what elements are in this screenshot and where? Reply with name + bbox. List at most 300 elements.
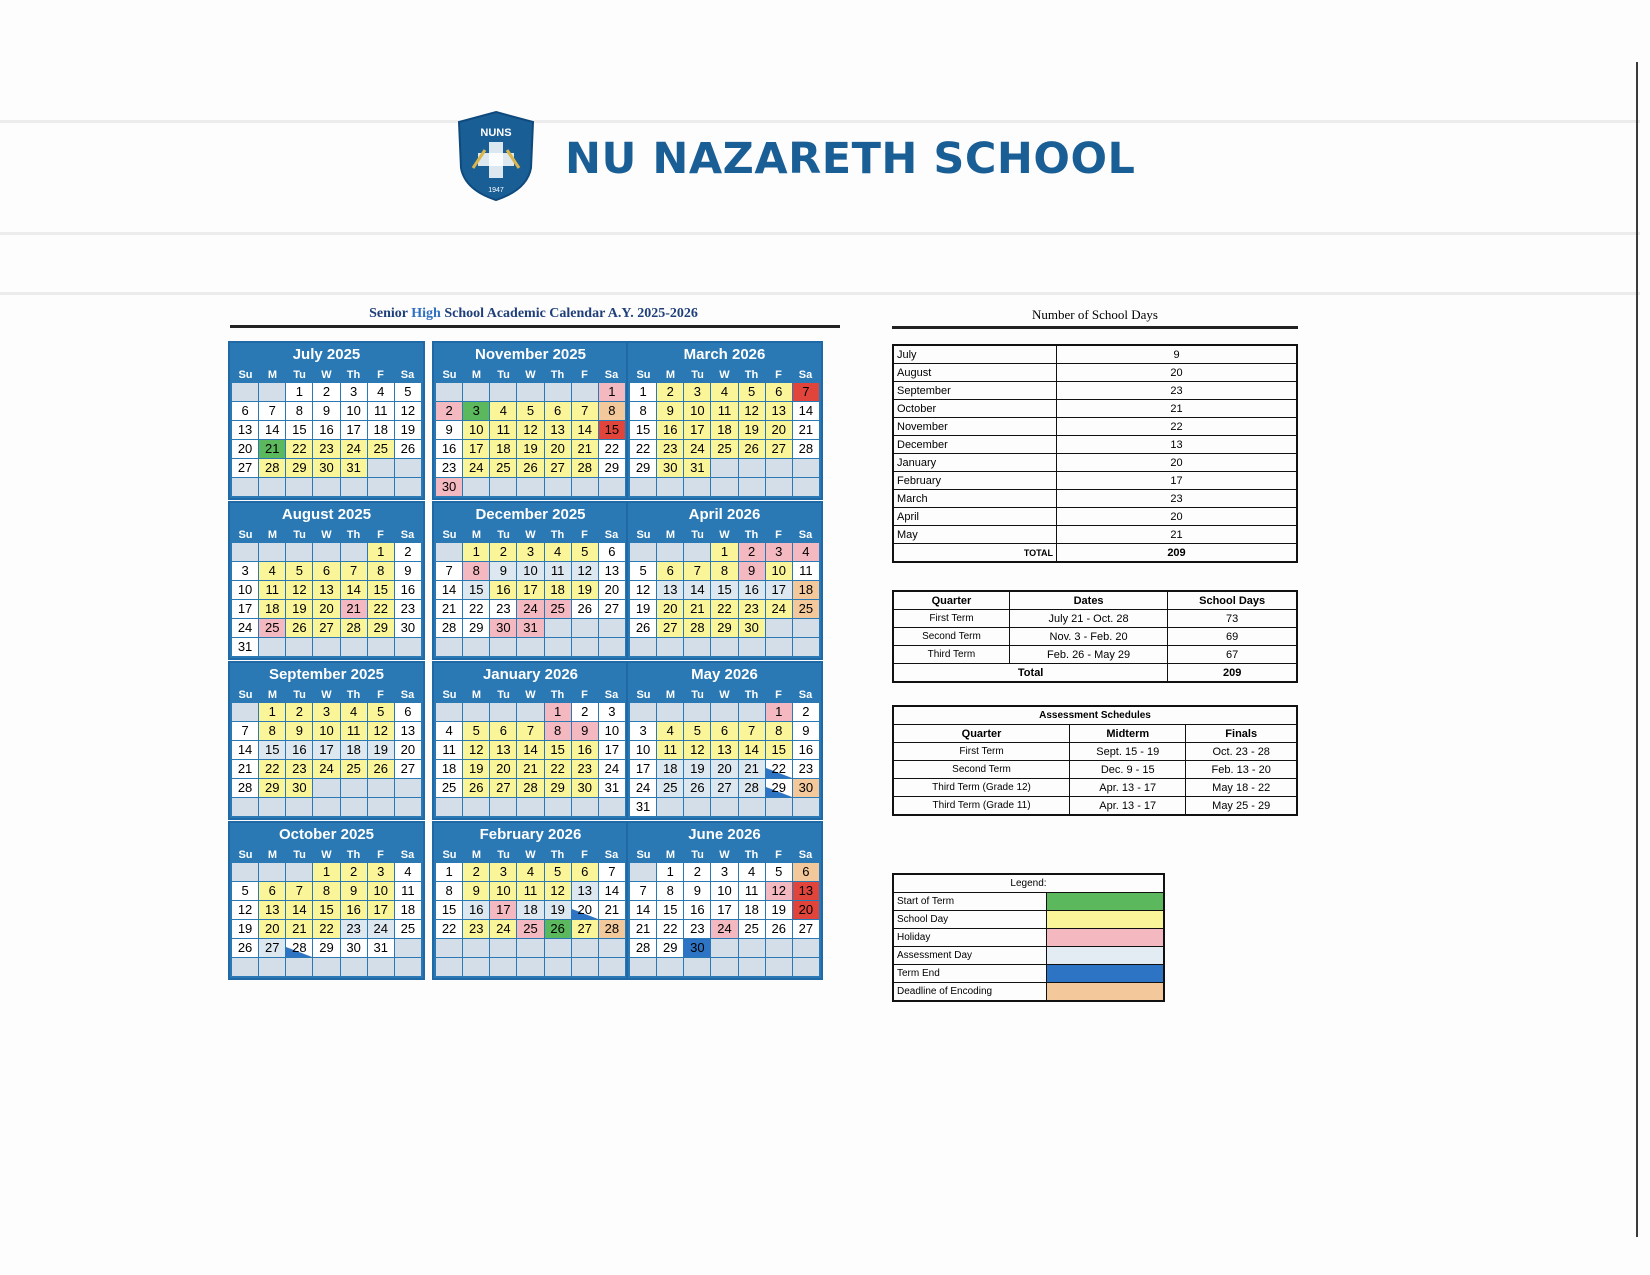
day-number: 29: [264, 780, 280, 795]
day-number: 18: [400, 902, 416, 917]
day-cell: [490, 901, 516, 919]
assessment-row: [893, 743, 1297, 761]
empty-day-cell: [395, 779, 421, 797]
day-number: 28: [604, 921, 620, 936]
day-cell: [517, 760, 543, 778]
empty-day-cell: [684, 798, 710, 816]
day-cell: [739, 760, 765, 778]
day-number: 27: [400, 761, 416, 776]
weekday-label: Tu: [691, 369, 704, 381]
day-cell: [395, 581, 421, 599]
day-number: 9: [802, 723, 810, 738]
day-number: 14: [292, 902, 307, 917]
day-cell: [793, 920, 819, 938]
empty-day-cell: [259, 478, 285, 496]
day-cell: [368, 920, 394, 938]
day-cell: [436, 779, 462, 797]
weekday-label: W: [719, 529, 730, 541]
day-number: 2: [445, 403, 453, 418]
day-cell: [572, 882, 598, 900]
day-cell: [490, 440, 516, 458]
day-cell: [313, 939, 339, 957]
empty-day-cell: [517, 939, 543, 957]
day-cell: [313, 600, 339, 618]
day-cell: [517, 440, 543, 458]
day-number: 4: [720, 384, 729, 399]
empty-day-cell: [463, 703, 489, 721]
day-number: 7: [295, 883, 303, 898]
day-cell: [766, 741, 792, 759]
weekday-label: Su: [636, 689, 651, 701]
day-cell: [517, 901, 543, 919]
day-cell: [657, 722, 683, 740]
day-number: 4: [377, 384, 385, 399]
day-cell: [793, 421, 819, 439]
day-number: 29: [319, 940, 334, 955]
day-number: 30: [496, 620, 511, 635]
day-cell: [630, 901, 656, 919]
day-cell: [232, 581, 258, 599]
day-number: 19: [577, 582, 592, 597]
empty-day-cell: [711, 638, 737, 656]
day-cell: [711, 383, 737, 401]
assessment-header: Quarter: [893, 725, 1070, 743]
quarter-cell: Second Term: [893, 628, 1009, 646]
day-cell: [766, 440, 792, 458]
month-title: November 2025: [475, 346, 586, 363]
empty-day-cell: [232, 958, 258, 976]
day-cell: [259, 901, 285, 919]
day-cell: [341, 619, 367, 637]
day-cell: [368, 760, 394, 778]
empty-day-cell: [436, 958, 462, 976]
day-number: 6: [720, 723, 729, 738]
day-cell: [313, 863, 339, 881]
day-grid: [630, 543, 819, 656]
legend-swatch: [1047, 965, 1165, 983]
month-calendar: [228, 661, 425, 820]
day-cell: [313, 703, 339, 721]
empty-day-cell: [259, 383, 285, 401]
day-cell: [286, 779, 312, 797]
day-cell: [313, 581, 339, 599]
day-number: 26: [468, 780, 484, 795]
day-cell: [630, 722, 656, 740]
empty-day-cell: [684, 543, 710, 561]
day-cell: [436, 600, 462, 618]
day-cell: [630, 939, 656, 957]
weekday-header: [232, 687, 421, 703]
day-cell: [232, 741, 258, 759]
quarter-header: School Days: [1168, 591, 1297, 610]
empty-day-cell: [630, 543, 656, 561]
quarter-cell: Feb. 26 - May 29: [1009, 646, 1167, 664]
legend-title-row: [893, 874, 1164, 893]
day-number: 12: [635, 582, 651, 597]
day-cell: [711, 920, 737, 938]
day-cell: [313, 901, 339, 919]
empty-day-cell: [793, 638, 819, 656]
empty-day-cell: [395, 958, 421, 976]
day-cell: [545, 760, 571, 778]
day-count: 20: [1057, 454, 1298, 472]
empty-day-cell: [545, 478, 571, 496]
assessment-row: [893, 779, 1297, 797]
day-cell: [395, 402, 421, 420]
month-title: April 2026: [688, 506, 761, 523]
day-number: 21: [264, 441, 280, 456]
day-number: 31: [635, 799, 651, 814]
day-number: 20: [550, 441, 565, 456]
day-cell: [232, 600, 258, 618]
month-calendar: [228, 341, 425, 500]
day-number: 7: [639, 883, 647, 898]
empty-day-cell: [517, 798, 543, 816]
day-number: 11: [799, 563, 813, 578]
empty-day-cell: [766, 939, 792, 957]
day-cell: [739, 600, 765, 618]
day-number: 26: [577, 601, 592, 616]
day-number: 12: [550, 883, 565, 898]
day-number: 3: [526, 544, 535, 559]
day-cell: [436, 421, 462, 439]
day-cell: [463, 562, 489, 580]
day-cell: [711, 779, 737, 797]
day-number: 21: [577, 441, 592, 456]
day-number: 29: [662, 940, 678, 955]
weekday-label: Th: [744, 849, 759, 861]
day-number: 17: [373, 902, 388, 917]
quarter-total-label: Total: [893, 664, 1168, 683]
day-number: 21: [441, 601, 457, 616]
day-grid: [436, 863, 625, 976]
day-number: 14: [523, 742, 538, 757]
weekday-label: Sa: [798, 529, 813, 541]
total-value: 209: [1057, 544, 1298, 563]
empty-day-cell: [793, 798, 819, 816]
day-number: 27: [577, 921, 592, 936]
day-cell: [684, 939, 710, 957]
quarter-cell: First Term: [893, 610, 1009, 628]
empty-day-cell: [286, 478, 312, 496]
day-number: 11: [744, 883, 759, 898]
day-number: 5: [775, 864, 783, 879]
empty-day-cell: [599, 798, 625, 816]
day-cell: [436, 581, 462, 599]
day-cell: [259, 939, 285, 957]
legend-swatch: [1047, 929, 1165, 947]
month-calendar: [432, 501, 629, 660]
day-number: 28: [690, 620, 705, 635]
day-number: 9: [322, 403, 331, 418]
empty-day-cell: [341, 478, 367, 496]
weekday-label: Sa: [798, 689, 813, 701]
empty-day-cell: [599, 619, 625, 637]
day-number: 27: [496, 780, 511, 795]
empty-day-cell: [599, 478, 625, 496]
month-calendar: [626, 341, 823, 500]
weekday-label: W: [525, 529, 536, 541]
month-name: October: [893, 400, 1057, 418]
day-number: 15: [635, 422, 651, 437]
legend-swatch: [1047, 947, 1165, 965]
month-name: August: [893, 364, 1057, 382]
day-number: 7: [802, 384, 810, 399]
empty-day-cell: [739, 958, 765, 976]
weekday-label: M: [665, 689, 676, 701]
day-number: 7: [526, 723, 535, 738]
day-cell: [545, 459, 571, 477]
day-cell: [599, 779, 625, 797]
day-number: 20: [400, 742, 416, 757]
day-cell: [572, 402, 598, 420]
month-name: January: [893, 454, 1057, 472]
day-number: 14: [441, 582, 457, 597]
day-grid: [232, 543, 421, 656]
day-cell: [286, 421, 312, 439]
quarter-cell: Nov. 3 - Feb. 20: [1009, 628, 1167, 646]
day-number: 6: [404, 704, 412, 719]
day-cell: [739, 741, 765, 759]
day-cell: [657, 779, 683, 797]
day-cell: [793, 901, 819, 919]
day-cell: [259, 760, 285, 778]
weekday-header: [630, 687, 819, 703]
day-cell: [286, 901, 312, 919]
day-number: 2: [693, 864, 701, 879]
weekday-label: Sa: [604, 369, 619, 381]
day-cell: [711, 722, 737, 740]
crest-lettering: NUNS: [480, 127, 512, 139]
day-cell: [490, 760, 516, 778]
weekday-label: F: [775, 369, 782, 381]
day-number: 13: [798, 883, 814, 898]
day-number: 23: [400, 601, 416, 616]
day-cell: [684, 581, 710, 599]
day-number: 24: [373, 921, 388, 936]
day-cell: [599, 459, 625, 477]
weekday-label: Th: [346, 369, 361, 381]
day-number: 15: [441, 902, 457, 917]
day-number: 8: [608, 403, 616, 418]
weekday-label: Sa: [798, 369, 813, 381]
day-number: 18: [523, 902, 538, 917]
weekday-label: F: [377, 369, 384, 381]
day-cell: [395, 760, 421, 778]
day-number: 27: [717, 780, 732, 795]
quarter-total-value: 209: [1168, 664, 1297, 683]
day-number: 17: [523, 582, 538, 597]
weekday-header: [630, 527, 819, 543]
calendar-title-part: School Academic Calendar A.Y. 2025-2026: [440, 306, 698, 321]
empty-day-cell: [793, 478, 819, 496]
day-number: 16: [690, 902, 705, 917]
day-number: 19: [292, 601, 307, 616]
day-number: 2: [322, 384, 331, 399]
weekday-label: M: [267, 369, 278, 381]
day-cell: [572, 459, 598, 477]
day-number: 27: [550, 460, 565, 475]
day-number: 4: [445, 723, 453, 738]
day-cell: [368, 581, 394, 599]
day-number: 6: [666, 563, 674, 578]
day-cell: [572, 863, 598, 881]
weekday-label: Tu: [691, 529, 704, 541]
day-number: 22: [468, 601, 484, 616]
day-number: 11: [401, 883, 415, 898]
empty-day-cell: [436, 383, 462, 401]
day-cell: [395, 421, 421, 439]
month-title: March 2026: [683, 346, 766, 363]
legend-swatch: [1047, 911, 1165, 929]
day-number: 6: [802, 864, 810, 879]
day-number: 15: [717, 582, 732, 597]
day-number: 3: [720, 864, 729, 879]
day-number: 16: [292, 742, 307, 757]
day-cell: [684, 421, 710, 439]
empty-day-cell: [395, 638, 421, 656]
day-number: 23: [496, 601, 511, 616]
day-number: 12: [577, 563, 592, 578]
day-number: 28: [346, 620, 361, 635]
day-number: 26: [292, 620, 307, 635]
weekday-label: F: [581, 689, 588, 701]
empty-day-cell: [395, 459, 421, 477]
empty-day-cell: [630, 958, 656, 976]
quarter-total-row: [893, 664, 1297, 683]
legend-label: Assessment Day: [893, 947, 1047, 965]
day-cell: [684, 600, 710, 618]
day-number: 1: [775, 704, 783, 719]
legend-label: Deadline of Encoding: [893, 983, 1047, 1002]
weekday-label: Su: [636, 529, 651, 541]
day-number: 1: [377, 544, 385, 559]
weekday-header: [436, 527, 625, 543]
day-grid: [630, 863, 819, 976]
day-number: 7: [445, 563, 453, 578]
month-calendars: [228, 341, 840, 1001]
day-number: 27: [319, 620, 334, 635]
day-cell: [572, 440, 598, 458]
day-cell: [630, 383, 656, 401]
day-number: 18: [744, 902, 759, 917]
day-number: 19: [550, 902, 565, 917]
assessment-title-row: [893, 706, 1297, 725]
day-number: 4: [404, 864, 412, 879]
empty-day-cell: [368, 459, 394, 477]
school-header: [0, 110, 1650, 230]
day-number: 12: [468, 742, 484, 757]
day-cell: [711, 543, 737, 561]
month-title: December 2025: [475, 506, 586, 523]
day-number: 17: [346, 422, 361, 437]
day-cell: [490, 863, 516, 881]
day-number: 8: [377, 563, 385, 578]
day-number: 15: [771, 742, 786, 757]
day-number: 8: [295, 403, 303, 418]
day-cell: [572, 760, 598, 778]
day-count: 20: [1057, 508, 1298, 526]
day-number: 11: [265, 582, 279, 597]
day-cell: [313, 421, 339, 439]
empty-day-cell: [545, 939, 571, 957]
empty-day-cell: [368, 779, 394, 797]
day-cell: [232, 901, 258, 919]
day-number: 12: [523, 422, 538, 437]
day-cell: [684, 779, 710, 797]
weekday-label: F: [581, 369, 588, 381]
day-cell: [599, 920, 625, 938]
school-days-row: [893, 454, 1297, 472]
day-cell: [657, 863, 683, 881]
day-cell: [630, 920, 656, 938]
day-number: 9: [295, 723, 303, 738]
day-number: 5: [472, 723, 480, 738]
day-number: 21: [635, 921, 651, 936]
day-number: 21: [237, 761, 253, 776]
day-number: 16: [798, 742, 814, 757]
day-cell: [545, 920, 571, 938]
day-cell: [341, 600, 367, 618]
day-cell: [657, 920, 683, 938]
day-cell: [517, 402, 543, 420]
day-cell: [630, 402, 656, 420]
day-cell: [572, 703, 598, 721]
day-number: 24: [523, 601, 538, 616]
day-cell: [341, 920, 367, 938]
day-cell: [368, 722, 394, 740]
weekday-label: Su: [442, 369, 457, 381]
day-number: 10: [496, 883, 511, 898]
day-number: 5: [295, 563, 303, 578]
day-cell: [436, 760, 462, 778]
day-cell: [739, 543, 765, 561]
day-number: 20: [717, 761, 732, 776]
empty-day-cell: [313, 779, 339, 797]
day-number: 24: [346, 441, 361, 456]
day-number: 23: [744, 601, 759, 616]
weekday-header: [232, 847, 421, 863]
weekday-label: F: [775, 529, 782, 541]
weekday-label: M: [267, 849, 278, 861]
month-name: September: [893, 382, 1057, 400]
day-cell: [490, 581, 516, 599]
legend-label: Start of Term: [893, 893, 1047, 911]
empty-day-cell: [395, 478, 421, 496]
empty-day-cell: [766, 478, 792, 496]
day-cell: [259, 562, 285, 580]
day-cell: [341, 939, 367, 957]
day-cell: [286, 459, 312, 477]
day-number: 11: [550, 563, 565, 578]
day-cell: [341, 440, 367, 458]
day-number: 4: [802, 544, 810, 559]
legend-row: [893, 983, 1164, 1002]
weekday-label: Th: [346, 529, 361, 541]
day-cell: [368, 863, 394, 881]
legend-row: [893, 929, 1164, 947]
day-number: 3: [241, 563, 249, 578]
empty-day-cell: [436, 638, 462, 656]
day-grid: [232, 703, 421, 816]
day-number: 9: [693, 883, 701, 898]
day-number: 17: [717, 902, 732, 917]
day-number: 20: [496, 761, 511, 776]
day-cell: [286, 741, 312, 759]
day-count: 13: [1057, 436, 1298, 454]
day-cell: [630, 459, 656, 477]
day-cell: [684, 920, 710, 938]
